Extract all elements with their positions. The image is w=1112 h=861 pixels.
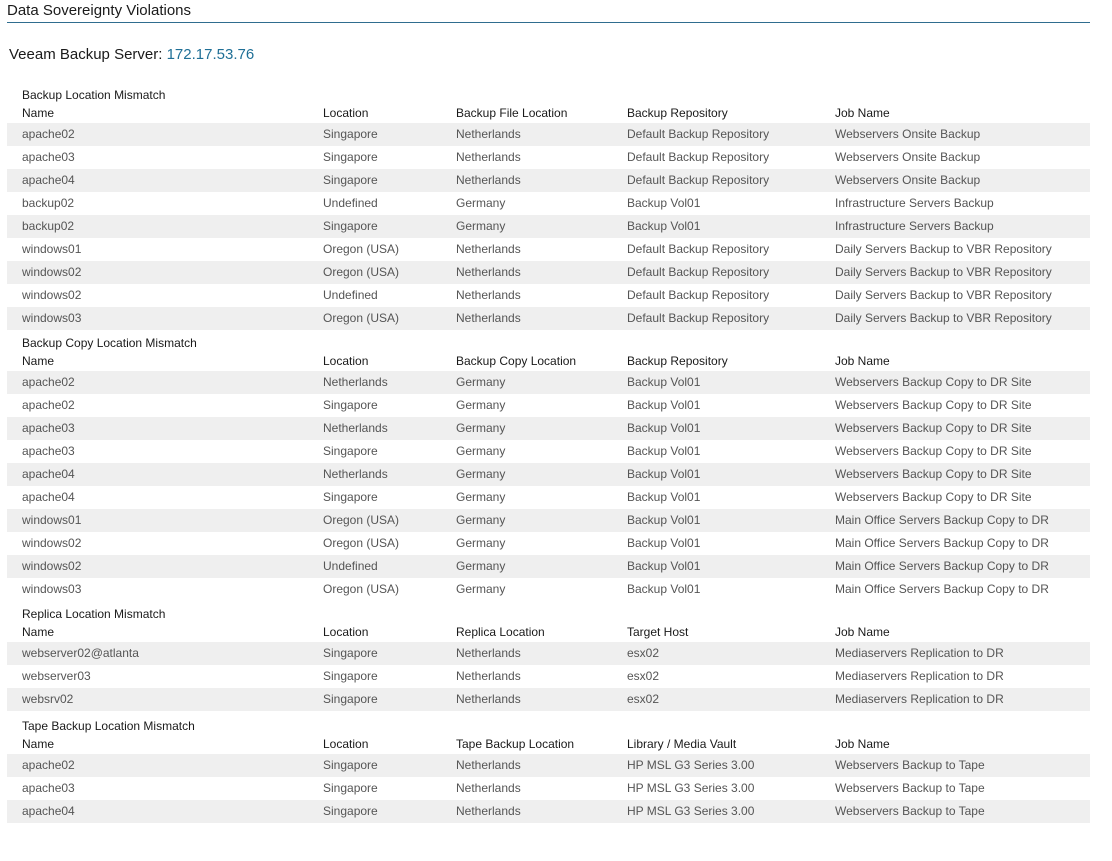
- backup-copy-location-mismatch-section: [7, 334, 1090, 601]
- tape-backup-location-mismatch-section: [7, 717, 1090, 823]
- cell-job-name: Webservers Backup to Tape: [835, 804, 985, 818]
- cell-name: webserver03: [22, 669, 91, 683]
- table-row: [7, 394, 1090, 417]
- cell-target-location: Germany: [456, 444, 506, 458]
- cell-target-location: Netherlands: [456, 127, 521, 141]
- table-row: [7, 486, 1090, 509]
- section-title: Backup Copy Location Mismatch: [22, 336, 197, 350]
- cell-job-name: Webservers Backup Copy to DR Site: [835, 375, 1032, 389]
- table-row: [7, 642, 1090, 665]
- cell-target-location: Netherlands: [456, 804, 521, 818]
- cell-job-name: Mediaservers Replication to DR: [835, 669, 1004, 683]
- cell-repository: Default Backup Repository: [627, 150, 770, 164]
- cell-repository: HP MSL G3 Series 3.00: [627, 758, 755, 772]
- cell-location: Undefined: [323, 559, 378, 573]
- column-header-target-location: Replica Location: [456, 625, 545, 639]
- table-header-row: [7, 735, 1090, 754]
- cell-repository: Backup Vol01: [627, 536, 701, 550]
- page-title: Data Sovereignty Violations: [7, 2, 191, 19]
- cell-repository: Backup Vol01: [627, 398, 701, 412]
- column-header-target-location: Backup File Location: [456, 106, 568, 120]
- cell-name: apache03: [22, 444, 75, 458]
- cell-location: Singapore: [323, 173, 378, 187]
- cell-job-name: Main Office Servers Backup Copy to DR: [835, 513, 1049, 527]
- table-header-row: [7, 352, 1090, 371]
- cell-job-name: Webservers Onsite Backup: [835, 127, 981, 141]
- cell-target-location: Germany: [456, 196, 506, 210]
- cell-repository: Backup Vol01: [627, 219, 701, 233]
- cell-repository: HP MSL G3 Series 3.00: [627, 804, 755, 818]
- cell-repository: HP MSL G3 Series 3.00: [627, 781, 755, 795]
- cell-job-name: Mediaservers Replication to DR: [835, 646, 1004, 660]
- cell-repository: Backup Vol01: [627, 490, 701, 504]
- table-row: [7, 440, 1090, 463]
- table-row: [7, 284, 1090, 307]
- backup-location-mismatch-section: [7, 86, 1090, 330]
- cell-target-location: Netherlands: [456, 781, 521, 795]
- cell-location: Singapore: [323, 804, 378, 818]
- table-row: [7, 169, 1090, 192]
- cell-target-location: Netherlands: [456, 265, 521, 279]
- table-row: [7, 800, 1090, 823]
- cell-name: apache02: [22, 375, 75, 389]
- cell-job-name: Main Office Servers Backup Copy to DR: [835, 559, 1049, 573]
- column-header-target-location: Tape Backup Location: [456, 737, 575, 751]
- table-header-row: [7, 623, 1090, 642]
- cell-job-name: Webservers Backup Copy to DR Site: [835, 421, 1032, 435]
- cell-job-name: Daily Servers Backup to VBR Repository: [835, 265, 1052, 279]
- section-title: Tape Backup Location Mismatch: [22, 719, 195, 733]
- cell-location: Singapore: [323, 490, 378, 504]
- cell-target-location: Netherlands: [456, 150, 521, 164]
- cell-name: apache02: [22, 127, 75, 141]
- cell-location: Singapore: [323, 444, 378, 458]
- column-header-location: Location: [323, 737, 369, 751]
- cell-job-name: Main Office Servers Backup Copy to DR: [835, 582, 1049, 596]
- cell-location: Singapore: [323, 219, 378, 233]
- column-header-location: Location: [323, 625, 369, 639]
- cell-repository: esx02: [627, 646, 660, 660]
- section-title: Replica Location Mismatch: [22, 607, 166, 621]
- cell-target-location: Netherlands: [456, 242, 521, 256]
- cell-location: Singapore: [323, 758, 378, 772]
- cell-repository: Backup Vol01: [627, 196, 701, 210]
- cell-job-name: Infrastructure Servers Backup: [835, 196, 994, 210]
- cell-target-location: Netherlands: [456, 311, 521, 325]
- column-header-repository: Target Host: [627, 625, 689, 639]
- violation-sections: [7, 86, 1090, 823]
- cell-job-name: Daily Servers Backup to VBR Repository: [835, 242, 1052, 256]
- cell-name: windows02: [22, 288, 82, 302]
- cell-name: windows03: [22, 311, 82, 325]
- cell-target-location: Germany: [456, 421, 506, 435]
- cell-target-location: Germany: [456, 490, 506, 504]
- cell-repository: Default Backup Repository: [627, 173, 770, 187]
- cell-location: Undefined: [323, 196, 378, 210]
- table-row: [7, 777, 1090, 800]
- cell-name: webserver02@atlanta: [22, 646, 139, 660]
- cell-repository: Backup Vol01: [627, 467, 701, 481]
- cell-target-location: Netherlands: [456, 669, 521, 683]
- column-header-target-location: Backup Copy Location: [456, 354, 577, 368]
- cell-name: windows02: [22, 536, 82, 550]
- cell-job-name: Webservers Backup Copy to DR Site: [835, 398, 1032, 412]
- cell-location: Oregon (USA): [323, 582, 400, 596]
- cell-location: Singapore: [323, 669, 378, 683]
- cell-name: apache04: [22, 467, 75, 481]
- cell-name: windows01: [22, 513, 82, 527]
- cell-name: windows02: [22, 559, 82, 573]
- cell-name: windows02: [22, 265, 82, 279]
- cell-repository: Default Backup Repository: [627, 127, 770, 141]
- table-row: [7, 215, 1090, 238]
- table-row: [7, 371, 1090, 394]
- cell-target-location: Germany: [456, 467, 506, 481]
- column-header-name: Name: [22, 354, 55, 368]
- table-row: [7, 146, 1090, 169]
- cell-job-name: Mediaservers Replication to DR: [835, 692, 1004, 706]
- column-header-job-name: Job Name: [835, 625, 890, 639]
- table-row: [7, 261, 1090, 284]
- replica-location-mismatch-section: [7, 605, 1090, 711]
- column-header-job-name: Job Name: [835, 354, 890, 368]
- cell-name: apache04: [22, 804, 75, 818]
- cell-repository: Backup Vol01: [627, 513, 701, 527]
- cell-repository: Backup Vol01: [627, 421, 701, 435]
- table-row: [7, 532, 1090, 555]
- server-line: [9, 45, 254, 65]
- cell-repository: Backup Vol01: [627, 375, 701, 389]
- cell-name: apache02: [22, 398, 75, 412]
- cell-job-name: Webservers Backup Copy to DR Site: [835, 467, 1032, 481]
- cell-target-location: Netherlands: [456, 288, 521, 302]
- cell-target-location: Netherlands: [456, 173, 521, 187]
- cell-job-name: Webservers Onsite Backup: [835, 173, 981, 187]
- cell-location: Netherlands: [323, 421, 388, 435]
- column-header-location: Location: [323, 354, 369, 368]
- cell-location: Oregon (USA): [323, 265, 400, 279]
- column-header-name: Name: [22, 625, 55, 639]
- cell-name: apache03: [22, 150, 75, 164]
- cell-name: apache03: [22, 421, 75, 435]
- cell-name: apache03: [22, 781, 75, 795]
- cell-repository: Default Backup Repository: [627, 288, 770, 302]
- table-row: [7, 688, 1090, 711]
- table-row: [7, 123, 1090, 146]
- cell-target-location: Germany: [456, 582, 506, 596]
- cell-location: Netherlands: [323, 467, 388, 481]
- table-row: [7, 463, 1090, 486]
- cell-target-location: Netherlands: [456, 646, 521, 660]
- table-row: [7, 509, 1090, 532]
- cell-location: Oregon (USA): [323, 242, 400, 256]
- table-row: [7, 665, 1090, 688]
- column-header-job-name: Job Name: [835, 737, 890, 751]
- cell-name: windows01: [22, 242, 82, 256]
- table-row: [7, 417, 1090, 440]
- cell-target-location: Netherlands: [456, 758, 521, 772]
- cell-target-location: Germany: [456, 375, 506, 389]
- cell-location: Oregon (USA): [323, 311, 400, 325]
- cell-job-name: Daily Servers Backup to VBR Repository: [835, 311, 1052, 325]
- cell-target-location: Germany: [456, 536, 506, 550]
- table-row: [7, 578, 1090, 601]
- cell-repository: Backup Vol01: [627, 444, 701, 458]
- table-row: [7, 192, 1090, 215]
- cell-job-name: Webservers Backup to Tape: [835, 781, 985, 795]
- cell-job-name: Daily Servers Backup to VBR Repository: [835, 288, 1052, 302]
- cell-location: Singapore: [323, 692, 378, 706]
- column-header-location: Location: [323, 106, 369, 120]
- cell-repository: esx02: [627, 692, 660, 706]
- cell-name: backup02: [22, 219, 75, 233]
- cell-location: Singapore: [323, 646, 378, 660]
- cell-location: Singapore: [323, 150, 378, 164]
- cell-location: Oregon (USA): [323, 513, 400, 527]
- cell-repository: Default Backup Repository: [627, 311, 770, 325]
- table-row: [7, 307, 1090, 330]
- table-header-row: [7, 104, 1090, 123]
- server-address: 172.17.53.76: [166, 46, 255, 63]
- cell-target-location: Germany: [456, 559, 506, 573]
- table-row: [7, 555, 1090, 578]
- column-header-name: Name: [22, 106, 55, 120]
- cell-location: Singapore: [323, 127, 378, 141]
- cell-repository: Default Backup Repository: [627, 242, 770, 256]
- cell-job-name: Webservers Backup to Tape: [835, 758, 985, 772]
- column-header-name: Name: [22, 737, 55, 751]
- table-row: [7, 754, 1090, 777]
- cell-job-name: Webservers Backup Copy to DR Site: [835, 444, 1032, 458]
- cell-name: websrv02: [22, 692, 74, 706]
- cell-job-name: Webservers Onsite Backup: [835, 150, 981, 164]
- cell-location: Netherlands: [323, 375, 388, 389]
- cell-location: Undefined: [323, 288, 378, 302]
- cell-target-location: Netherlands: [456, 692, 521, 706]
- column-header-job-name: Job Name: [835, 106, 890, 120]
- table-row: [7, 238, 1090, 261]
- cell-name: apache04: [22, 490, 75, 504]
- cell-target-location: Germany: [456, 219, 506, 233]
- cell-location: Singapore: [323, 398, 378, 412]
- cell-target-location: Germany: [456, 513, 506, 527]
- cell-repository: esx02: [627, 669, 660, 683]
- cell-location: Oregon (USA): [323, 536, 400, 550]
- page-header: [7, 0, 1090, 23]
- cell-name: windows03: [22, 582, 82, 596]
- server-label: Veeam Backup Server:: [9, 46, 163, 63]
- section-title: Backup Location Mismatch: [22, 88, 166, 102]
- cell-target-location: Germany: [456, 398, 506, 412]
- cell-location: Singapore: [323, 781, 378, 795]
- cell-repository: Backup Vol01: [627, 559, 701, 573]
- cell-name: apache04: [22, 173, 75, 187]
- cell-job-name: Infrastructure Servers Backup: [835, 219, 994, 233]
- cell-job-name: Main Office Servers Backup Copy to DR: [835, 536, 1049, 550]
- column-header-repository: Backup Repository: [627, 106, 728, 120]
- cell-name: backup02: [22, 196, 75, 210]
- column-header-repository: Library / Media Vault: [627, 737, 737, 751]
- cell-job-name: Webservers Backup Copy to DR Site: [835, 490, 1032, 504]
- column-header-repository: Backup Repository: [627, 354, 728, 368]
- cell-repository: Backup Vol01: [627, 582, 701, 596]
- cell-repository: Default Backup Repository: [627, 265, 770, 279]
- cell-name: apache02: [22, 758, 75, 772]
